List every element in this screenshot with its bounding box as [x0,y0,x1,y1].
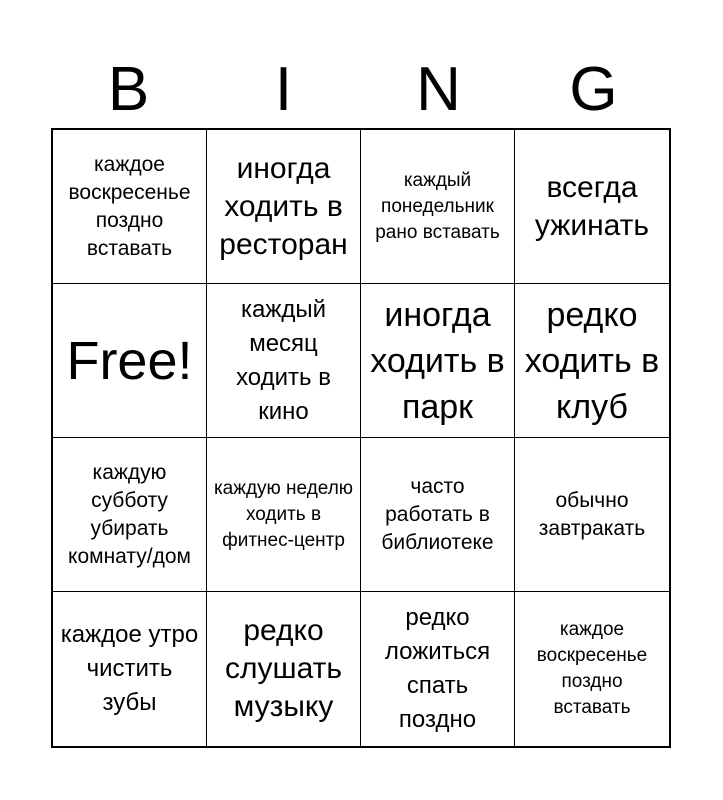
cell-text: каждый понедельник рано вставать [375,169,500,243]
bingo-cell[interactable] [207,130,361,284]
bingo-cell[interactable] [53,438,207,592]
cell-text: редко слушать музыку [225,614,342,723]
header-letter-n: N [416,55,461,124]
cell-text: иногда ходить в ресторан [219,151,348,261]
bingo-board [51,128,671,748]
bingo-header [51,52,671,128]
bingo-cell[interactable] [207,284,361,438]
cell-text: часто работать в библиотеке [381,474,494,554]
bingo-cell[interactable] [53,130,207,284]
bingo-cell[interactable] [53,592,207,746]
bingo-cell[interactable] [207,438,361,592]
cell-text: каждое воскресенье поздно вставать [68,152,191,260]
bingo-cell[interactable] [361,130,515,284]
cell-text: обычно завтракать [538,488,646,540]
header-letter-i: I [274,55,293,124]
free-space-text: Free! [66,330,193,391]
bingo-cell[interactable] [361,284,515,438]
bingo-cell[interactable] [207,592,361,746]
header-letter-g: G [569,55,618,124]
bingo-cell[interactable] [515,438,669,592]
cell-text: каждое утро чистить зубы [60,621,199,716]
bingo-cell[interactable] [515,130,669,284]
cell-text: всегда ужинать [534,170,650,242]
cell-text: редко ложиться спать поздно [384,604,491,733]
cell-text: каждую неделю ходить в фитнес-центр [213,477,354,551]
cell-text: редко ходить в клуб [524,295,660,426]
bingo-cell[interactable] [361,438,515,592]
bingo-free-cell[interactable] [53,284,207,438]
header-letter-b: B [107,55,150,124]
bingo-cell[interactable] [361,592,515,746]
cell-text: каждую субботу убирать комнату/дом [68,460,191,568]
cell-text: иногда ходить в парк [370,295,505,426]
bingo-cell[interactable] [515,592,669,746]
cell-text: каждое воскресенье поздно вставать [536,619,648,718]
cell-text: каждый месяц ходить в кино [236,295,331,425]
bingo-cell[interactable] [515,284,669,438]
